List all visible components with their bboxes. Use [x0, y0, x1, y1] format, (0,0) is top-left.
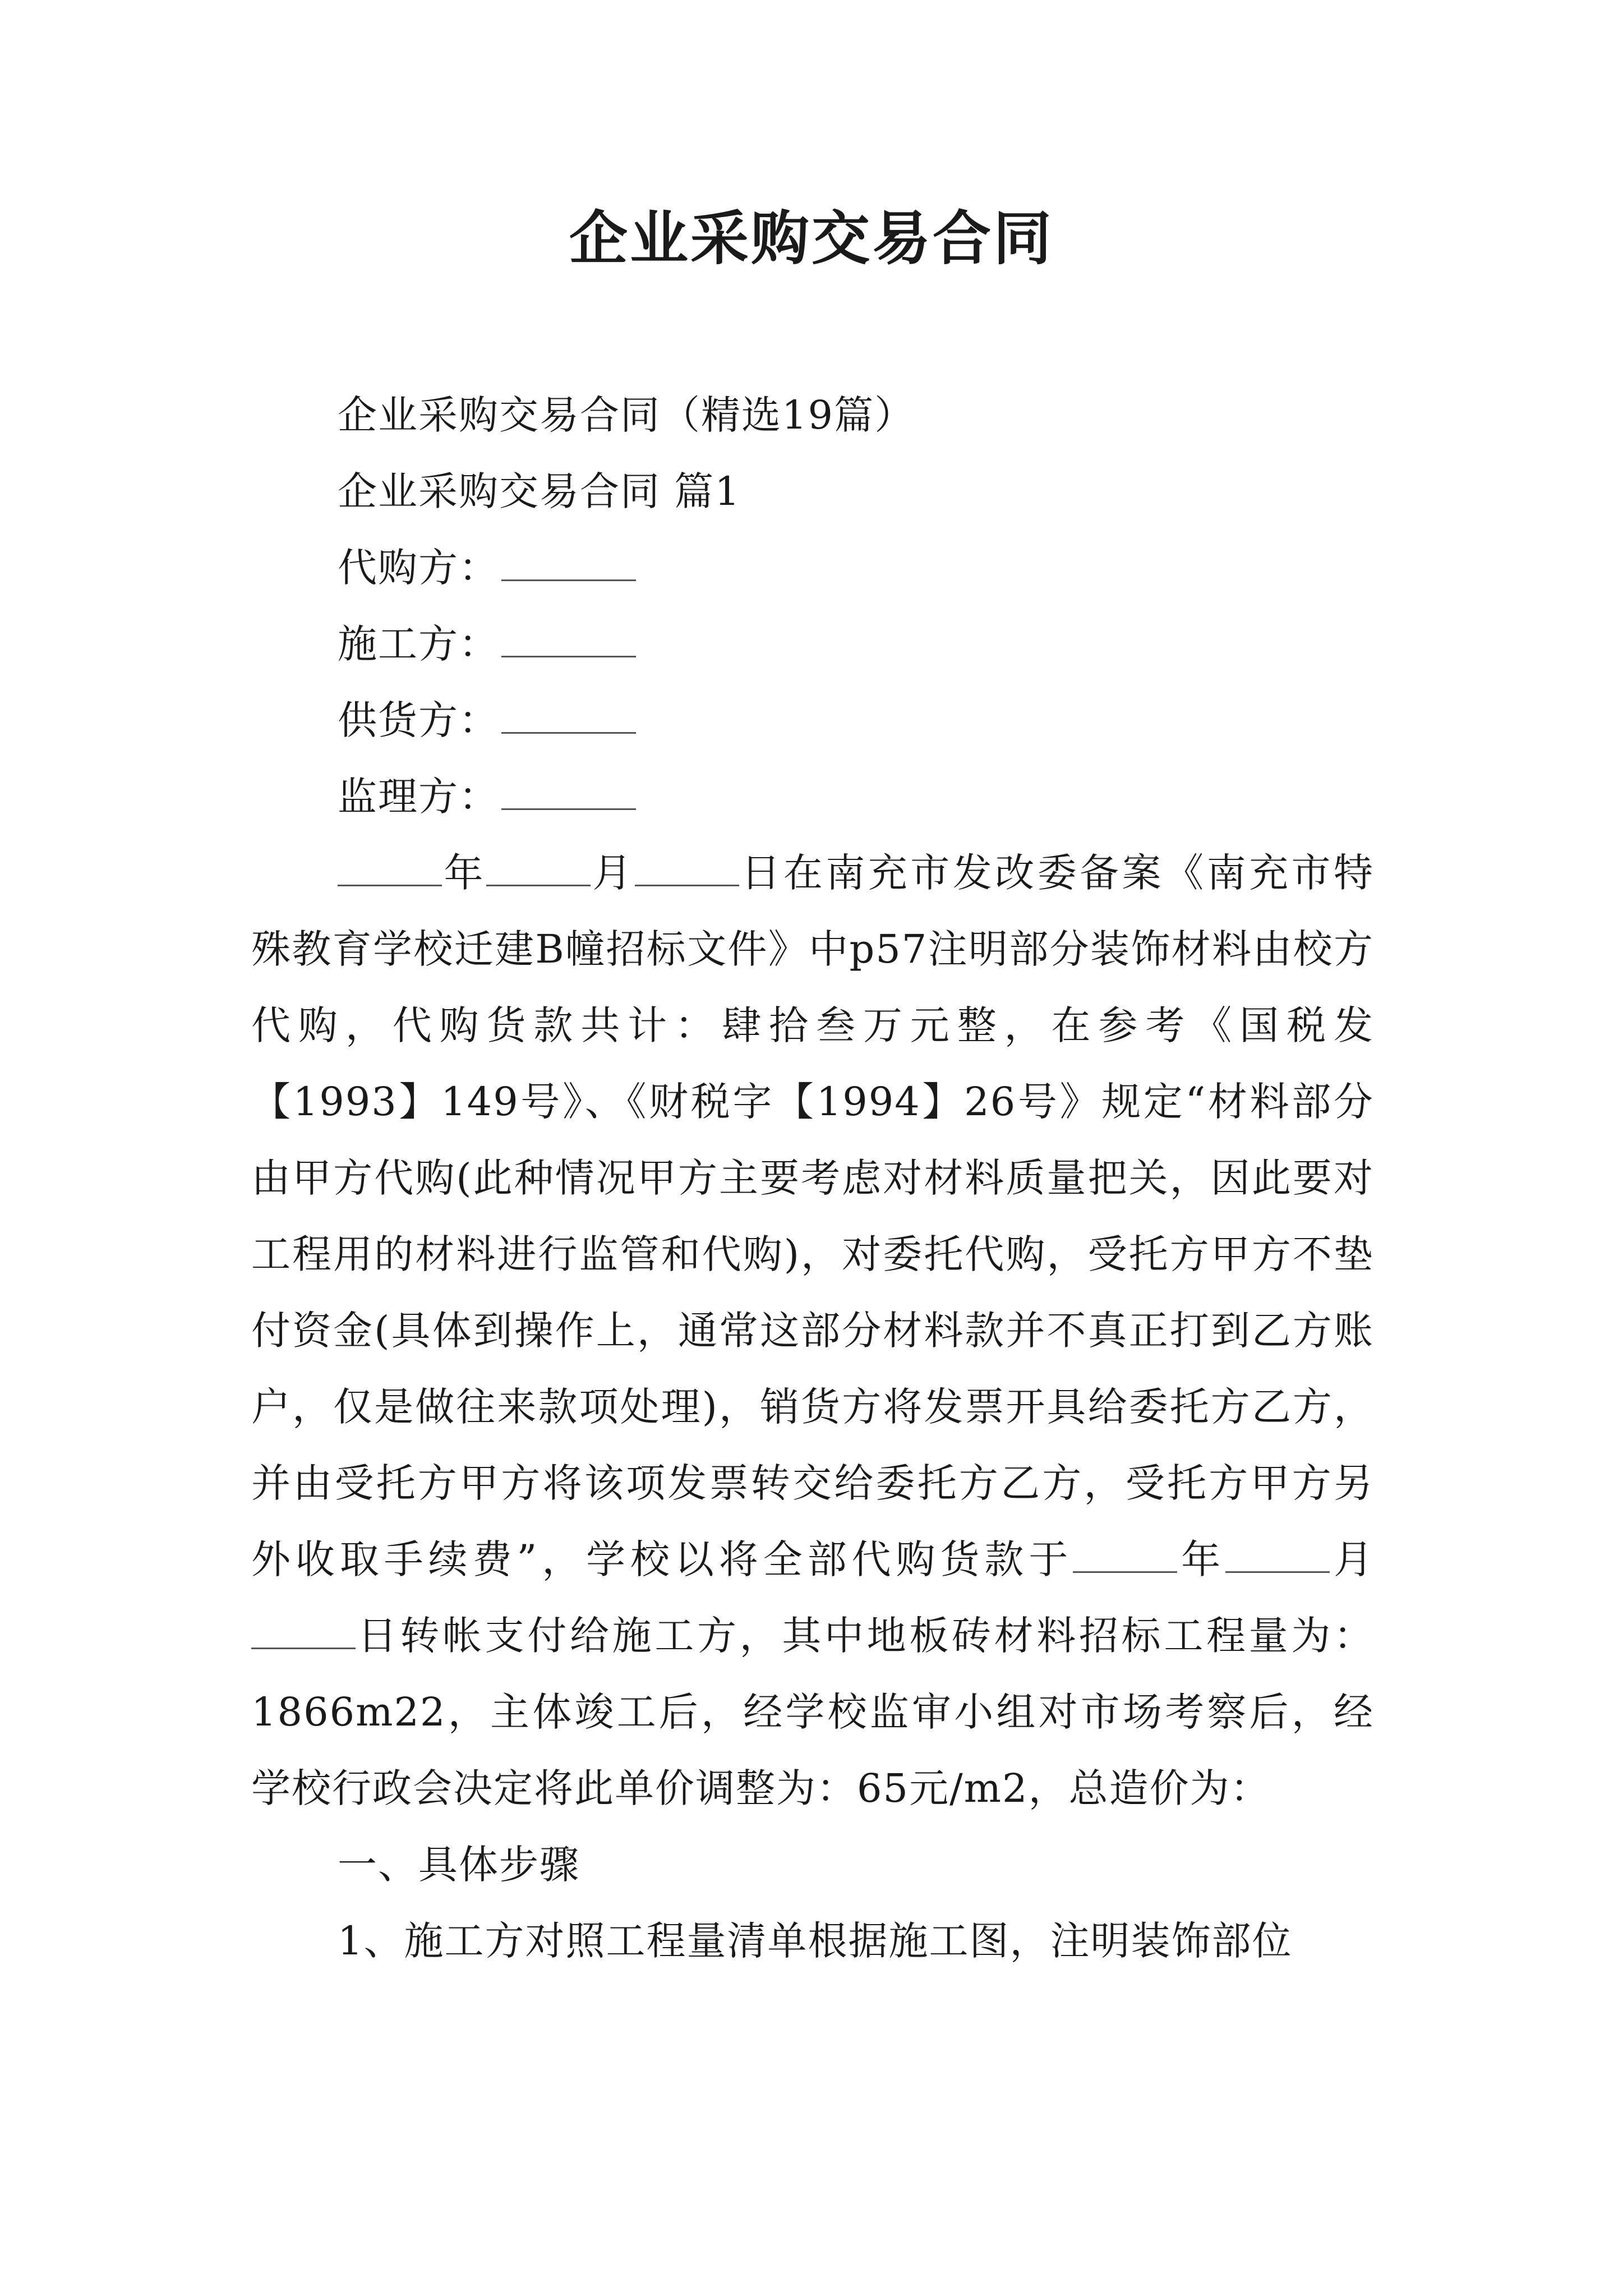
- blank-line: [501, 540, 636, 581]
- year-label: 年: [442, 850, 486, 896]
- party-label: 供货方：: [338, 697, 499, 743]
- party-label: 施工方：: [338, 621, 499, 667]
- year-label: 年: [1177, 1536, 1226, 1582]
- main-paragraph: [251, 835, 1374, 1826]
- document-subtitle: 企业采购交易合同（精选19篇）: [338, 392, 915, 438]
- blank-line: [1073, 1532, 1177, 1573]
- blank-line: [1225, 1532, 1330, 1573]
- document-body: [251, 377, 1374, 1979]
- section-heading: 企业采购交易合同 篇1: [338, 468, 741, 514]
- blank-line: [486, 845, 591, 886]
- paragraph-text: 日在南充市发改委备案《南充市特殊教育学校迁建B幢招标文件》中p57注明部分装饰材料由校方代购，代购货款共计：肆拾叁万元整，在参考《国税发【1993】149号》、《财税字【1994】26号》规定“材料部分由甲方代购(此种情况甲方主要考虑对材料质量把关，因此要对工程用的材料进行监管和代购)，对委托代购，受托方甲方不垫付资金(具体到操作上，通常这部分材料款并不真正打到乙方账户，仅是做往来款项处理)，销货方将发票开具给委托方乙方，并由受托方甲方将该项发票转交给委托方乙方，受托方甲方另外收取手续费”，学校以将全部代购货款于: [251, 850, 1375, 1582]
- blank-line: [501, 693, 636, 734]
- party-field-supplier: [251, 682, 1374, 758]
- month-label: 月: [590, 850, 635, 896]
- blank-line: [501, 769, 636, 810]
- party-label: 代购方：: [338, 545, 499, 591]
- month-label: 月: [1330, 1536, 1374, 1582]
- document-title: 企业采购交易合同: [569, 204, 1054, 273]
- party-label: 监理方：: [338, 774, 499, 820]
- blank-line: [338, 845, 442, 886]
- blank-line: [635, 845, 739, 886]
- paragraph-text: 日转帐支付给施工方，其中地板砖材料招标工程量为：1866m22，主体竣工后，经学校监审小组对市场考察后，经学校行政会决定将此单价调整为：65元/m2，总造价为：: [251, 1613, 1374, 1811]
- party-field-contractor: [251, 606, 1374, 682]
- blank-line: [251, 1608, 356, 1649]
- party-field-supervisor: [251, 758, 1374, 835]
- blank-line: [501, 616, 636, 657]
- party-field-purchaser: [251, 530, 1374, 606]
- step-heading: 一、具体步骤: [338, 1842, 580, 1888]
- step-item-1: 1、施工方对照工程量清单根据施工图，注明装饰部位: [338, 1918, 1293, 1964]
